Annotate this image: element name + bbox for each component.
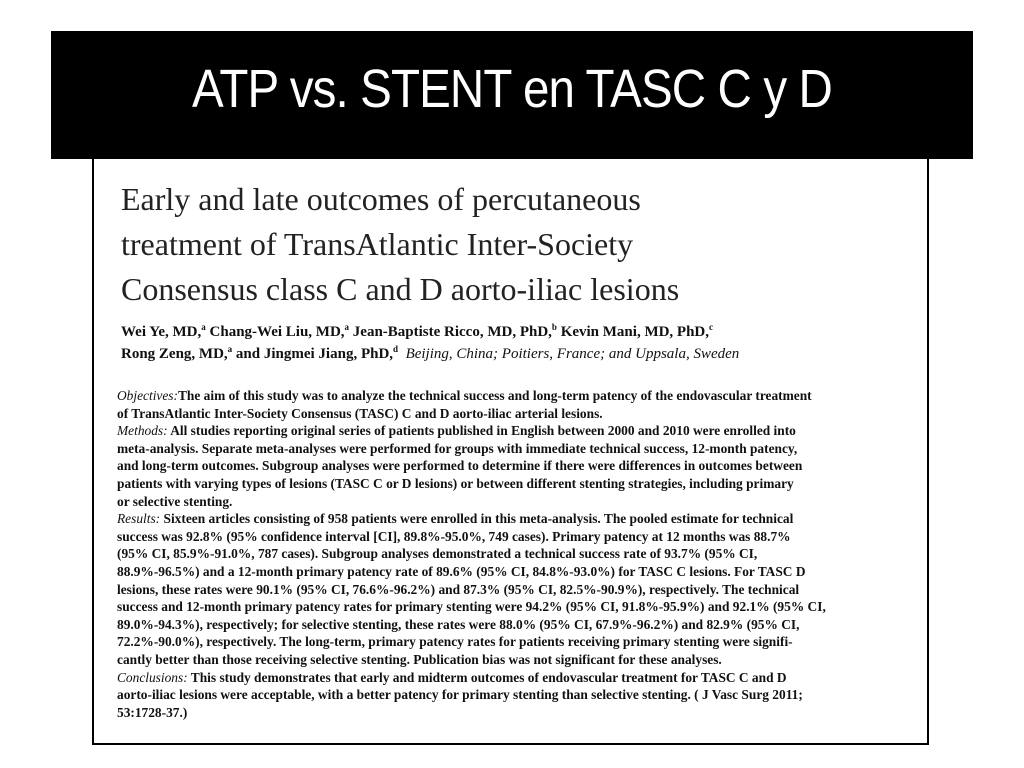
results-text: Sixteen articles consisting of 958 patients were enrolled in this meta-analysis. The pooled estimate for technical [163, 511, 794, 527]
slide-title-bar [51, 31, 973, 159]
abstract-line: success was 92.8% (95% confidence interval [CI], 89.8%-95.0%, 749 cases). Primary patency at 12 months was 88.7% [117, 528, 791, 544]
slide-title: ATP vs. STENT en TASC C y D [192, 59, 832, 119]
abstract-line: aorto-iliac lesions were acceptable, with a better patency for primary stenting than selective stenting. ( J Vasc Surg 2011; [117, 687, 803, 703]
methods-text: All studies reporting original series of patients published in English between 2000 and 2010 were enrolled into [170, 423, 796, 439]
author-name: and Jingmei Jiang, PhD, [232, 346, 394, 362]
objectives-text: The aim of this study was to analyze the technical success and long-term patency of the endovascular treatment [177, 388, 812, 403]
conclusions-label: Conclusions: [117, 669, 188, 685]
methods-label: Methods: [117, 423, 168, 439]
author-line [121, 343, 911, 365]
author-name: Wei Ye, MD, [121, 324, 202, 340]
abstract-line: 53:1728-37.) [117, 704, 188, 720]
abstract-line: 89.0%-94.3%), respectively; for selective stenting, these rates were 88.0% (95% CI, 67.9%-96.2%) and 82.9% (95% CI, [117, 616, 800, 632]
abstract-line: cantly better than those receiving selective stenting. Publication bias was not significant for these analyses. [117, 651, 722, 667]
abstract-line: (95% CI, 85.9%-91.0%, 787 cases). Subgroup analyses demonstrated a technical success rate of 93.7% (95% CI, [117, 546, 758, 562]
abstract-line: of TransAtlantic Inter-Society Consensus (TASC) C and D aorto-iliac arterial lesions. [117, 405, 603, 421]
author-affiliation-mark: d [393, 344, 399, 354]
abstract-line: meta-analysis. Separate meta-analyses were performed for groups with immediate technical success, 12-month patency, [117, 440, 798, 456]
paper-title [121, 177, 901, 312]
objectives-label: Objectives: [117, 388, 178, 403]
author-affiliation-mark: c [709, 322, 714, 332]
author-list [121, 321, 911, 365]
author-line [121, 321, 911, 343]
abstract-line: success and 12-month primary patency rates for primary stenting were 94.2% (95% CI, 91.8%-95.9%) and 92.1% (95% CI, [117, 599, 826, 615]
author-affiliation-mark: a [227, 344, 233, 354]
abstract-line: and long-term outcomes. Subgroup analyses were performed to determine if there were differences in outcomes between [117, 458, 803, 474]
author-affiliation-mark: b [551, 322, 557, 332]
abstract-line [117, 510, 921, 528]
abstract-line [117, 387, 921, 405]
conclusions-text: This study demonstrates that early and midterm outcomes of endovascular treatment for TASC C and D [190, 669, 787, 685]
paper-title-line: treatment of TransAtlantic Inter-Society [121, 226, 634, 262]
abstract-line: patients with varying types of lesions (TASC C or D lesions) or between different stenting strategies, including primary [117, 475, 794, 491]
author-name: Kevin Mani, MD, PhD, [556, 324, 710, 340]
abstract-line: 88.9%-96.5%) and a 12-month primary patency rate of 89.6% (95% CI, 84.8%-93.0%) for TASC C lesions. For TASC D [117, 563, 806, 579]
author-affiliation-mark: a [344, 322, 350, 332]
abstract-line: 72.2%-90.0%), respectively. The long-term, primary patency rates for patients receiving primary stenting were signifi- [117, 634, 793, 650]
paper-title-line: Consensus class C and D aorto-iliac lesions [121, 271, 680, 307]
paper-title-line: Early and late outcomes of percutaneous [121, 181, 641, 217]
abstract-line [117, 669, 921, 687]
author-name: Chang-Wei Liu, MD, [205, 324, 345, 340]
author-name: Jean-Baptiste Ricco, MD, PhD, [349, 324, 552, 340]
abstract [117, 387, 921, 721]
author-name: Rong Zeng, MD, [121, 346, 228, 362]
abstract-line: or selective stenting. [117, 493, 233, 509]
abstract-line [117, 422, 921, 440]
paper-excerpt [92, 159, 929, 745]
affiliations: Beijing, China; Poitiers, France; and Uppsala, Sweden [405, 346, 740, 362]
abstract-line: lesions, these rates were 90.1% (95% CI, 76.6%-96.2%) and 87.3% (95% CI, 82.5%-90.9%), respectively. The technical [117, 581, 800, 597]
results-label: Results: [117, 511, 161, 527]
author-affiliation-mark: a [201, 322, 206, 332]
